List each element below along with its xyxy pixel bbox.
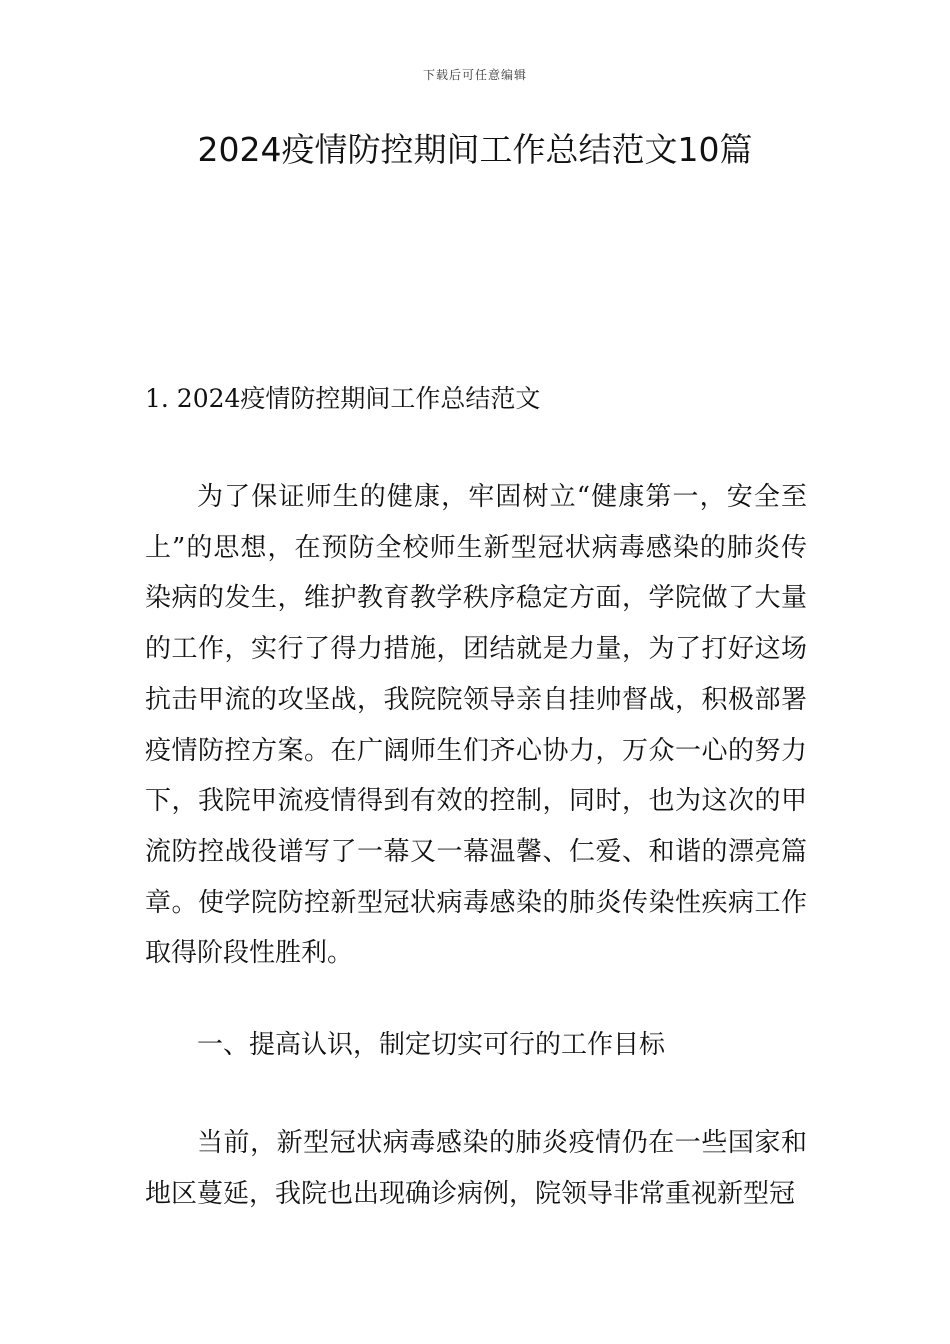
body-paragraph: 当前，新型冠状病毒感染的肺炎疫情仍在一些国家和地区蔓延，我院也出现确诊病例，院领导非常重视新型冠 bbox=[145, 1128, 807, 1209]
section-heading: 1. 2024疫情防控期间工作总结范文 bbox=[145, 384, 541, 413]
header-note: 下载后可任意编辑 bbox=[422, 68, 527, 82]
body-paragraph: 为了保证师生的健康，牢固树立“健康第一，安全至上”的思想，在预防全校师生新型冠状病毒感染的肺炎传染病的发生，维护教育教学秩序稳定方面，学院做了大量的工作，实行了得力措施，团结就是力量，为了打好这场抗击甲流的攻坚战，我院院领导亲自挂帅督战，积极部署疫情防控方案。在广阔师生们齐心协力，万众一心的努力下，我院甲流疫情得到有效的控制，同时，也为这次的甲流防控战役谱写了一幕又一幕温馨、仁爱、和谐的漂亮篇章。使学院防控新型冠状病毒感染的肺炎传染性疾病工作取得阶段性胜利。 bbox=[145, 482, 807, 969]
document-title: 2024疫情防控期间工作总结范文10篇 bbox=[197, 130, 753, 169]
subheading: 一、提高认识，制定切实可行的工作目标 bbox=[197, 1030, 666, 1060]
